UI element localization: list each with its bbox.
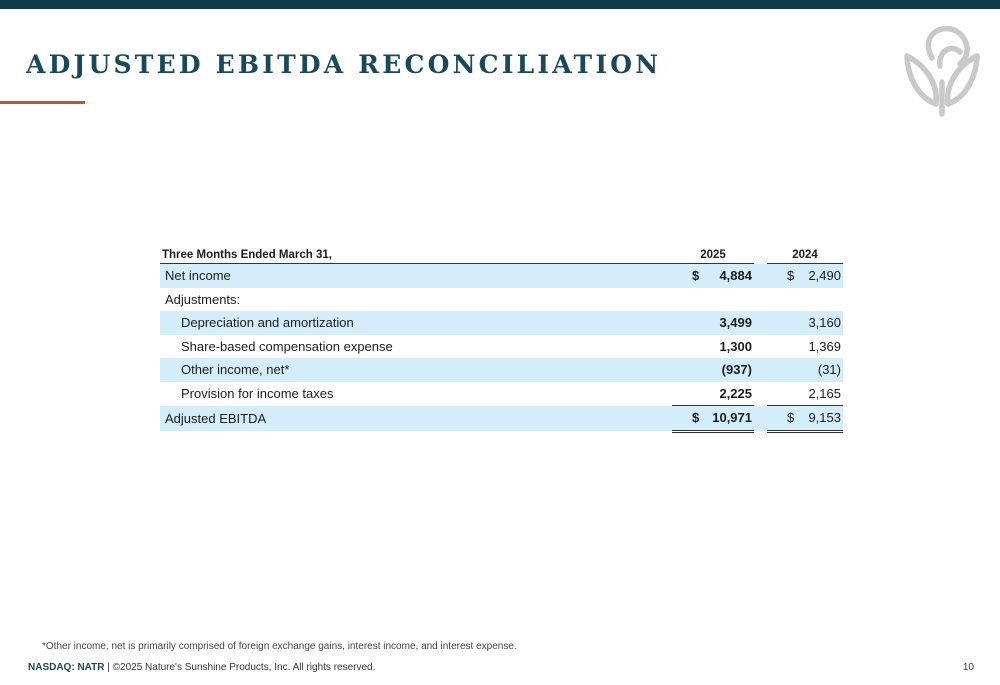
table-row-taxes [160, 382, 843, 406]
value-prior: 2,165 [798, 382, 843, 406]
footer-separator: | [104, 662, 113, 673]
adjustments-label: Adjustments: [165, 291, 241, 307]
value-prior: (31) [798, 358, 843, 382]
page-number: 10 [962, 662, 974, 673]
value-prior: 9,153 [798, 406, 843, 432]
ebitda-reconciliation-table [160, 248, 843, 433]
value-current: 3,499 [706, 311, 754, 335]
value-prior: 1,369 [808, 338, 841, 354]
value-prior: 2,490 [798, 264, 843, 288]
ticker: NASDAQ: NATR [28, 662, 105, 673]
table-row-net-income [160, 264, 843, 288]
page-title: ADJUSTED EBITDA RECONCILIATION [26, 50, 662, 79]
table-row-other-income [160, 358, 843, 382]
row-label: Provision for income taxes [181, 386, 334, 401]
value-current: (937) [706, 358, 754, 382]
value-current: 2,225 [706, 382, 754, 406]
table-row-adjustments [160, 288, 843, 312]
year-current-header: 2025 [672, 248, 754, 264]
year-prior-header: 2024 [767, 248, 843, 264]
value-prior: 3,160 [798, 311, 843, 335]
leaf-logo-icon [902, 22, 982, 118]
currency-symbol: $ [672, 406, 706, 432]
currency-symbol: $ [672, 264, 706, 288]
row-label: Share-based compensation expense [181, 338, 393, 354]
row-label: Depreciation and amortization [160, 311, 672, 335]
currency-symbol: $ [767, 264, 798, 288]
copyright: ©2025 Nature's Sunshine Products, Inc. All rights reserved. [112, 662, 376, 673]
period-label: Three Months Ended March 31, [160, 248, 672, 264]
row-label: Other income, net* [160, 358, 672, 382]
table-row-depreciation [160, 311, 843, 335]
table-header-row [160, 248, 843, 264]
footnote: *Other income, net is primarily comprised of foreign exchange gains, interest income, and interest expense. [42, 641, 517, 652]
value-current: 1,300 [719, 338, 752, 354]
footer [28, 662, 375, 673]
table-row-share-based [160, 335, 843, 359]
value-current: 4,884 [706, 264, 754, 288]
top-bar [0, 0, 1000, 9]
title-underline [0, 101, 85, 104]
table-row-adjusted-ebitda [160, 406, 843, 432]
row-label: Net income [160, 264, 672, 288]
currency-symbol: $ [767, 406, 798, 432]
row-label: Adjusted EBITDA [160, 406, 672, 432]
value-current: 10,971 [706, 406, 754, 432]
